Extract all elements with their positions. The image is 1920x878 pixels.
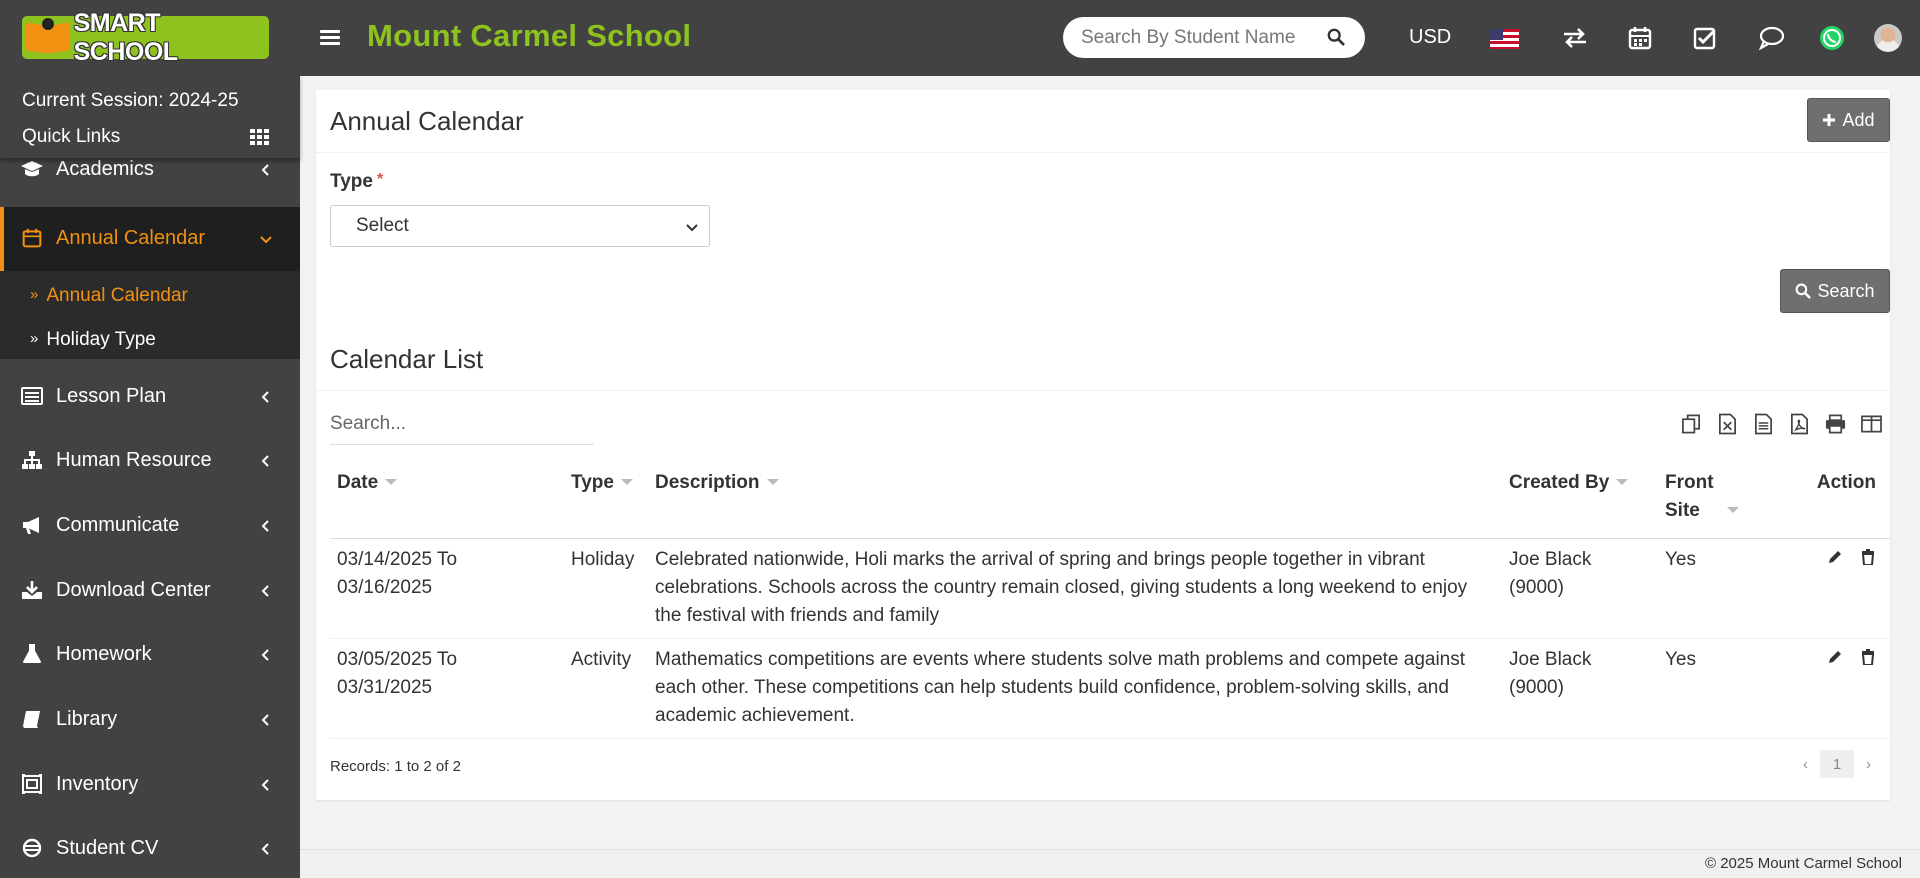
sidebar-item-student-cv[interactable]: [0, 817, 300, 878]
switch-icon[interactable]: [1561, 24, 1589, 52]
calendar-icon: [20, 227, 44, 249]
table-row: [330, 539, 1890, 639]
cell-front-site: Yes: [1658, 539, 1804, 639]
pdf-icon[interactable]: [1789, 413, 1810, 435]
book-icon: [20, 708, 44, 730]
calendar-icon[interactable]: [1626, 24, 1654, 52]
sidebar-item-label: Lesson Plan: [56, 385, 167, 407]
plus-icon: [1822, 113, 1836, 127]
cell-description: Celebrated nationwide, Holi marks the arrival of spring and brings people together in vibrant celebrations. Schools across the country remain closed, giving students a long weekend to enjoy the festival with friends and family: [648, 539, 1502, 639]
edit-pencil-icon[interactable]: [1827, 649, 1843, 665]
currency-selector[interactable]: USD: [1409, 26, 1452, 48]
table-header-row: [330, 456, 1890, 539]
chevron-left-icon: [258, 518, 274, 534]
double-chevron-icon: »: [30, 330, 39, 347]
edit-pencil-icon[interactable]: [1827, 549, 1843, 565]
column-header-front-site[interactable]: Front Site: [1658, 456, 1804, 539]
cell-description: Mathematics competitions are events where students solve math problems and compete against each other. These competitions can help students build confidence, problem-solving skills, and academic achievement.: [648, 639, 1502, 739]
sidebar-item-communicate[interactable]: [0, 494, 300, 558]
divider: [316, 390, 1890, 391]
sidebar: [0, 76, 300, 878]
student-search-input[interactable]: [1081, 27, 1301, 49]
pagination: [1803, 750, 1871, 778]
column-header-action: Action: [1804, 456, 1890, 539]
chevron-down-icon: [685, 220, 699, 234]
submenu-holiday-type[interactable]: » Holiday Type: [30, 329, 156, 350]
flask-icon: [20, 643, 44, 665]
task-check-icon[interactable]: [1691, 24, 1719, 52]
table-row: [330, 639, 1890, 739]
sidebar-item-download-center[interactable]: [0, 559, 300, 623]
required-asterisk: *: [376, 171, 384, 188]
current-session[interactable]: Current Session: 2024-25: [22, 90, 239, 111]
sidebar-item-inventory[interactable]: [0, 753, 300, 817]
records-count: Records: 1 to 2 of 2: [330, 758, 461, 775]
sidebar-item-lesson-plan[interactable]: [0, 365, 300, 429]
cell-type: Activity: [564, 639, 648, 739]
search-button[interactable]: Search: [1780, 269, 1890, 313]
table-search-input[interactable]: Search...: [330, 413, 594, 445]
column-header-description[interactable]: Description: [648, 456, 1502, 539]
sort-caret-icon: [621, 479, 633, 485]
sort-caret-icon: [385, 479, 397, 485]
school-name: Mount Carmel School: [367, 18, 692, 53]
sidebar-item-label: Student CV: [56, 837, 159, 859]
columns-icon[interactable]: [1861, 413, 1882, 435]
cell-created-by: Joe Black (9000): [1502, 639, 1658, 739]
copy-icon[interactable]: [1681, 413, 1702, 435]
chevron-left-icon: [258, 841, 274, 857]
inventory-icon: [20, 773, 44, 795]
sidebar-item-label: Download Center: [56, 579, 211, 601]
list-icon: [20, 385, 44, 407]
sidebar-item-library[interactable]: [0, 688, 300, 752]
column-header-type[interactable]: Type: [564, 456, 648, 539]
chevron-left-icon: [258, 777, 274, 793]
next-page-icon[interactable]: ›: [1866, 755, 1871, 773]
chevron-left-icon: [258, 162, 274, 178]
double-chevron-icon: »: [30, 286, 39, 303]
menu-toggle-icon[interactable]: [320, 30, 340, 46]
logo[interactable]: [22, 8, 269, 66]
cell-date: 03/14/2025 To 03/16/2025: [330, 539, 564, 639]
student-cv-icon: [20, 837, 44, 859]
sort-caret-icon: [767, 479, 779, 485]
download-icon: [20, 579, 44, 601]
type-label: Type *: [330, 171, 384, 192]
grid-icon[interactable]: [250, 129, 270, 145]
bullhorn-icon: [20, 514, 44, 536]
chevron-down-icon: [258, 231, 274, 247]
cell-date: 03/05/2025 To 03/31/2025: [330, 639, 564, 739]
calendar-table: [330, 456, 1890, 739]
top-header: [0, 0, 1920, 76]
chevron-left-icon: [258, 647, 274, 663]
sidebar-item-label: Homework: [56, 643, 152, 665]
quick-links-label[interactable]: Quick Links: [22, 126, 121, 147]
search-icon: [1795, 283, 1811, 299]
sitemap-icon: [20, 449, 44, 471]
sidebar-item-human-resource[interactable]: [0, 429, 300, 493]
student-search: [1063, 17, 1365, 58]
column-header-created-by[interactable]: Created By: [1502, 456, 1658, 539]
page-number[interactable]: 1: [1820, 750, 1854, 778]
chevron-left-icon: [258, 389, 274, 405]
sidebar-item-label: Academics: [56, 158, 154, 180]
book-logo-icon: [22, 16, 74, 59]
add-button[interactable]: Add: [1807, 98, 1890, 142]
whatsapp-icon[interactable]: [1818, 24, 1846, 52]
sidebar-item-academics[interactable]: [0, 158, 300, 202]
annual-calendar-panel: [316, 90, 1890, 800]
calendar-list-title: Calendar List: [330, 344, 484, 374]
search-icon[interactable]: [1327, 28, 1345, 46]
delete-trash-icon[interactable]: [1860, 549, 1876, 565]
print-icon[interactable]: [1825, 413, 1846, 435]
export-toolbar: [1681, 413, 1882, 435]
chevron-left-icon: [258, 453, 274, 469]
chat-icon[interactable]: [1758, 24, 1786, 52]
cell-type: Holiday: [564, 539, 648, 639]
chevron-left-icon: [258, 712, 274, 728]
delete-trash-icon[interactable]: [1860, 649, 1876, 665]
sort-caret-icon: [1727, 507, 1739, 513]
cell-created-by: Joe Black (9000): [1502, 539, 1658, 639]
sidebar-item-label: Human Resource: [56, 449, 212, 471]
us-flag-icon[interactable]: [1490, 29, 1519, 49]
csv-icon[interactable]: [1753, 413, 1774, 435]
cell-front-site: Yes: [1658, 639, 1804, 739]
column-header-date[interactable]: Date: [330, 456, 564, 539]
type-select[interactable]: Select: [330, 205, 710, 247]
session-panel: [0, 76, 300, 158]
sidebar-item-label: Inventory: [56, 773, 139, 795]
sidebar-item-homework[interactable]: [0, 623, 300, 687]
sidebar-item-annual-calendar[interactable]: [0, 207, 300, 271]
divider: [316, 152, 1890, 153]
prev-page-icon[interactable]: ‹: [1803, 755, 1808, 773]
chevron-left-icon: [258, 583, 274, 599]
logo-text: SMART SCHOOL: [73, 8, 178, 66]
footer: © 2025 Mount Carmel School: [300, 849, 1920, 878]
cell-action: [1804, 539, 1890, 639]
sort-caret-icon: [1616, 479, 1628, 485]
excel-icon[interactable]: [1717, 413, 1738, 435]
sidebar-item-label: Annual Calendar: [56, 227, 205, 249]
annual-calendar-submenu: [0, 271, 300, 359]
sidebar-item-label: Library: [56, 708, 118, 730]
cell-action: [1804, 639, 1890, 739]
graduation-cap-icon: [20, 158, 44, 180]
submenu-annual-calendar[interactable]: » Annual Calendar: [30, 285, 188, 306]
page-title: Annual Calendar: [330, 106, 524, 136]
user-avatar[interactable]: [1874, 24, 1902, 52]
sidebar-item-label: Communicate: [56, 514, 180, 536]
